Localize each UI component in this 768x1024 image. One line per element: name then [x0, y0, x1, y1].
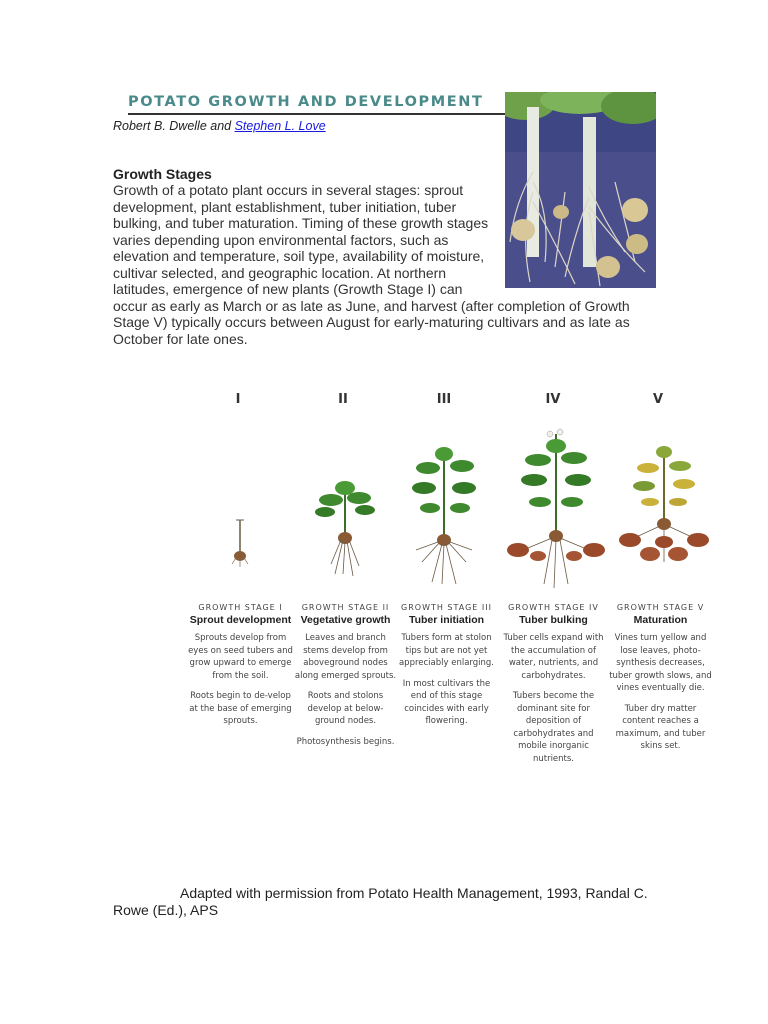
stage-numeral: II [338, 392, 348, 407]
body-line: elevation and temperature, soil type, availability of moisture, [113, 248, 485, 264]
stage-paragraph: Tubers form at stolon tips but are not yet appreciably enlarging. [398, 633, 495, 668]
stage-tag: GROWTH STAGE II [301, 603, 390, 612]
stage-paragraph: Roots begin to de-velop at the base of emerging sprouts. [189, 691, 292, 726]
stage-tag: GROWTH STAGE IV [508, 603, 599, 612]
stage-description [501, 632, 606, 765]
stage-description [394, 632, 499, 728]
stage-tag: GROWTH STAGE V [616, 603, 705, 612]
body-line: Stage V) typically occurs between August for early-maturing cultivars and as late as [113, 314, 630, 330]
section-body [113, 182, 633, 347]
author-primary: Robert B. Dwelle and [113, 119, 235, 133]
stage-name: Tuber initiation [408, 614, 485, 626]
stage-name: Maturation [633, 614, 688, 626]
tuber-initiation-plant-illustration [402, 444, 487, 592]
stage-numeral: IV [545, 392, 561, 407]
stage-paragraph: Tuber cells expand with the accumulation of water, nutrients, and carbohydrates. [503, 633, 604, 681]
body-line: varies depending upon environmental factors, such as [113, 231, 449, 248]
stage-paragraph: Vines turn yellow and lose leaves, photo-synthesis decreases, tuber growth slows, and vines eventually die. [609, 633, 712, 693]
stage-column [608, 603, 713, 761]
sprout-plant-illustration [220, 512, 260, 572]
authors-line [113, 119, 326, 133]
stage-numeral: V [652, 392, 664, 407]
maturation-plant-illustration [614, 442, 714, 572]
stage-paragraph: Roots and stolons develop at below-ground nodes. [307, 691, 384, 726]
stage-paragraph: Sprouts develop from eyes on seed tubers and grow upward to emerge from the soil. [188, 633, 293, 681]
stage-description [188, 632, 293, 728]
stage-numeral: I [235, 392, 241, 407]
body-line: October for late ones. [113, 330, 248, 347]
author-link[interactable]: Stephen L. Love [234, 119, 326, 133]
stage-tag: GROWTH STAGE III [401, 603, 492, 612]
stage-column [501, 603, 606, 773]
tuber-bulking-plant-illustration [504, 428, 608, 592]
stage-paragraph: Tubers become the dominant site for deposition of carbohydrates and mobile inorganic nutrients. [512, 691, 595, 764]
stage-tag: GROWTH STAGE I [198, 603, 283, 612]
stage-description [293, 632, 398, 748]
stage-paragraph: Photosynthesis begins. [296, 736, 395, 747]
stage-name: Vegetative growth [300, 614, 391, 626]
body-line: cultivar selected, and geographic location. At northern [113, 264, 447, 281]
stage-paragraph: Leaves and branch stems develop from aboveground nodes along emerged sprouts. [294, 633, 397, 681]
stage-column [293, 603, 398, 756]
credit-line: Rowe (Ed.), APS [113, 902, 219, 918]
body-line: Growth of a potato plant occurs in several stages: sprout [113, 182, 464, 198]
stage-column [394, 603, 499, 736]
stage-description [608, 632, 713, 753]
body-line: occur as early as March or as late as June, and harvest (after completion of Growth [113, 297, 630, 314]
body-line: development, plant establishment, tuber initiation, tuber [113, 198, 457, 215]
body-line: bulking, and tuber maturation. Timing of these growth stages [113, 215, 489, 231]
figure-credit [113, 885, 673, 919]
stage-name: Tuber bulking [519, 614, 588, 626]
title-rule [128, 113, 508, 115]
vegetative-plant-illustration [305, 474, 385, 582]
stage-column [188, 603, 293, 736]
stage-paragraph: In most cultivars the end of this stage coincides with early flowering. [402, 678, 491, 726]
document-title: POTATO GROWTH AND DEVELOPMENT [128, 94, 484, 110]
stage-paragraph: Tuber dry matter content reaches a maximum, and tuber skins set. [615, 703, 706, 751]
stage-name: Sprout development [189, 614, 292, 626]
body-line: latitudes, emergence of new plants (Growth Stage I) can [113, 281, 463, 297]
growth-stage-figure [190, 392, 745, 802]
credit-line: Adapted with permission from Potato Health Management, 1993, Randal C. [180, 885, 648, 901]
section-heading: Growth Stages [113, 166, 212, 182]
stage-numeral: III [436, 392, 452, 407]
